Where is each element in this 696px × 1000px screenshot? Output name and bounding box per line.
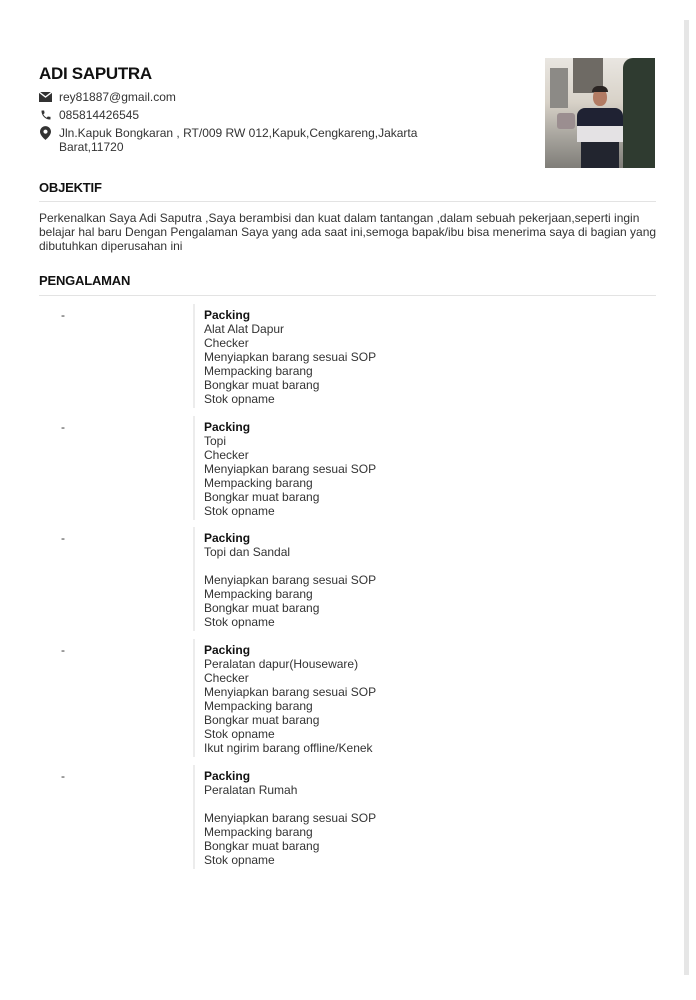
experience-date: - — [61, 420, 65, 434]
experience-divider — [39, 295, 656, 296]
phone-icon — [39, 108, 52, 122]
envelope-icon — [39, 90, 52, 104]
experience-line: Stok opname — [204, 853, 275, 867]
contact-email — [39, 90, 519, 104]
experience-line: Ikut ngirim barang offline/Kenek — [204, 741, 373, 755]
experience-entry — [39, 304, 659, 408]
experience-line: Checker — [204, 671, 249, 685]
experience-entry — [39, 527, 659, 631]
experience-line: Alat Alat Dapur — [204, 322, 285, 336]
experience-line: Mempacking barang — [204, 476, 313, 490]
experience-line — [204, 797, 376, 811]
map-pin-icon — [39, 126, 52, 140]
experience-line: Menyiapkan barang sesuai SOP — [204, 811, 377, 825]
experience-date: - — [61, 531, 65, 545]
experience-line: Stok opname — [204, 727, 275, 741]
phone-text: 085814426545 — [59, 108, 140, 122]
experience-line: Bongkar muat barang — [204, 378, 320, 392]
address-text: Jln.Kapuk Bongkaran , RT/009 RW 012,Kapuk,Cengkareng,Jakarta Barat,11720 — [59, 126, 418, 154]
experience-line: Bongkar muat barang — [204, 713, 320, 727]
experience-line: Mempacking barang — [204, 364, 313, 378]
experience-entry — [39, 416, 659, 520]
experience-line: Mempacking barang — [204, 587, 313, 601]
experience-line: Menyiapkan barang sesuai SOP — [204, 685, 377, 699]
experience-line: Bongkar muat barang — [204, 601, 320, 615]
objective-heading: OBJEKTIF — [39, 180, 102, 195]
experience-heading: PENGALAMAN — [39, 273, 131, 288]
experience-line: Menyiapkan barang sesuai SOP — [204, 573, 377, 587]
experience-line: Topi dan Sandal — [204, 545, 291, 559]
experience-title: Packing — [204, 531, 251, 545]
experience-line: Peralatan dapur(Houseware) — [204, 657, 359, 671]
page-edge — [684, 20, 689, 975]
experience-date: - — [61, 769, 65, 783]
experience-line: Stok opname — [204, 392, 275, 406]
experience-line: Peralatan Rumah — [204, 783, 298, 797]
experience-entry — [39, 765, 659, 869]
experience-title: Packing — [204, 643, 251, 657]
contact-phone — [39, 108, 519, 122]
candidate-name: ADI SAPUTRA — [39, 64, 152, 83]
experience-line: Menyiapkan barang sesuai SOP — [204, 462, 377, 476]
experience-title: Packing — [204, 308, 251, 322]
objective-divider — [39, 201, 656, 202]
experience-line: Stok opname — [204, 615, 275, 629]
experience-line: Checker — [204, 448, 249, 462]
experience-line: Stok opname — [204, 504, 275, 518]
experience-line: Mempacking barang — [204, 825, 313, 839]
experience-title: Packing — [204, 769, 251, 783]
experience-line: Mempacking barang — [204, 699, 313, 713]
contact-address — [39, 126, 519, 154]
experience-line — [204, 559, 376, 573]
experience-entry — [39, 639, 659, 757]
objective-text: Perkenalkan Saya Adi Saputra ,Saya berambisi dan kuat dalam tantangan ,dalam sebuah pekerjaan,seperti ingin belajar hal baru Dengan Pengalaman Saya yang ada saat ini,semoga bapak/ibu bisa menerima saya di bagian yang dibutuhkan diperusahan ini — [39, 211, 657, 253]
experience-title: Packing — [204, 420, 251, 434]
experience-line: Menyiapkan barang sesuai SOP — [204, 350, 377, 364]
experience-line: Topi — [204, 434, 227, 448]
experience-date: - — [61, 643, 65, 657]
experience-line: Checker — [204, 336, 249, 350]
profile-photo — [545, 58, 655, 168]
experience-line: Bongkar muat barang — [204, 490, 320, 504]
experience-line: Bongkar muat barang — [204, 839, 320, 853]
email-text: rey81887@gmail.com — [59, 90, 176, 104]
experience-date: - — [61, 308, 65, 322]
resume-header — [39, 64, 519, 158]
